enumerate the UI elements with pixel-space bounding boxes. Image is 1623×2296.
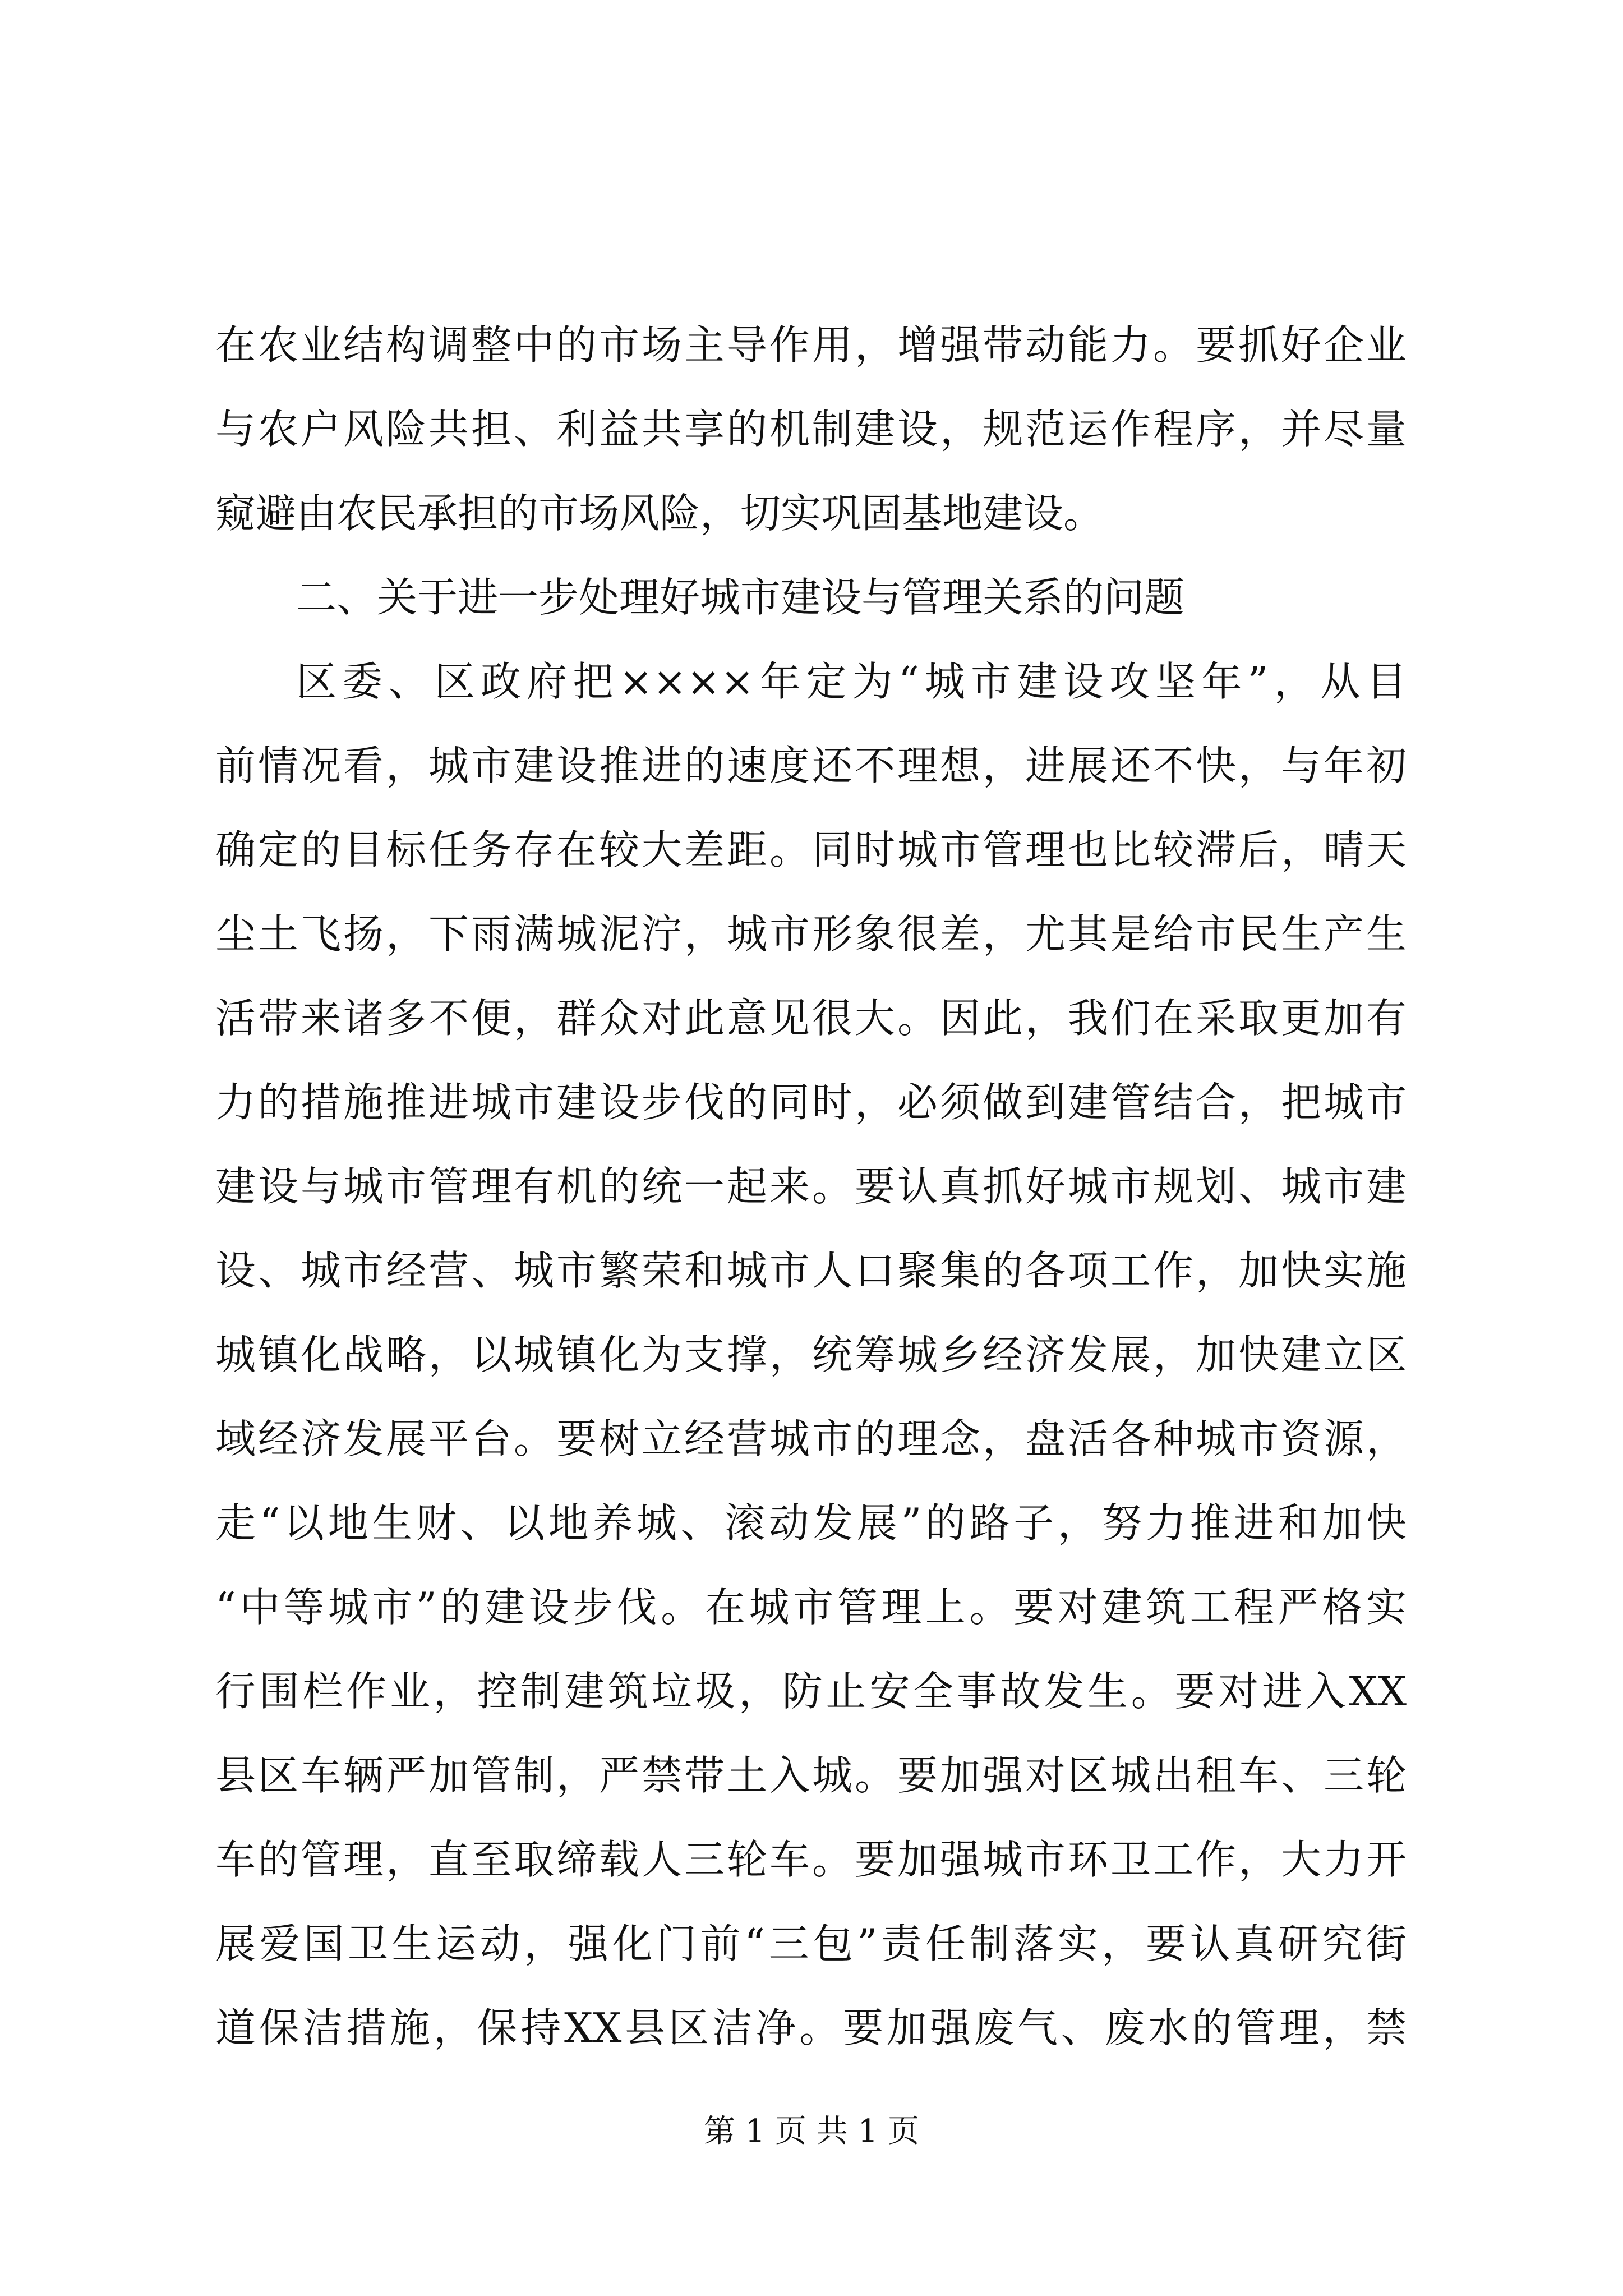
text-line: 建设与城市管理有机的统一起来。要认真抓好城市规划、城市建: [215, 1163, 1407, 1210]
text-line: 窥避由农民承担的市场风险，切实巩固基地建设。: [215, 490, 1104, 537]
text-line: 县区车辆严加管制，严禁带土入城。要加强对区城出租车、三轮: [215, 1752, 1407, 1799]
text-line: 力的措施推进城市建设步伐的同时，必须做到建管结合，把城市: [215, 1079, 1407, 1126]
text-line: 展爱国卫生运动，强化门前“三包”责任制落实，要认真研究街: [215, 1920, 1407, 1967]
text-line: 车的管理，直至取缔载人三轮车。要加强城市环卫工作，大力开: [215, 1836, 1407, 1883]
text-line: 前情况看，城市建设推进的速度还不理想，进展还不快，与年初: [215, 742, 1407, 789]
paragraph-first-line: 区委、区政府把××××年定为“城市建设攻坚年”，从目: [296, 658, 1407, 705]
document-body: [215, 303, 1407, 2070]
text-line: 在农业结构调整中的市场主导作用，增强带动能力。要抓好企业: [215, 321, 1407, 369]
page-footer: 第 1 页 共 1 页: [703, 2113, 920, 2150]
text-line: 确定的目标任务存在较大差距。同时城市管理也比较滞后，晴天: [215, 826, 1407, 873]
section-heading: 二、关于进一步处理好城市建设与管理关系的问题: [296, 574, 1185, 621]
text-line: 城镇化战略，以城镇化为支撑，统筹城乡经济发展，加快建立区: [215, 1331, 1407, 1378]
text-line: 尘土飞扬，下雨满城泥泞，城市形象很差，尤其是给市民生产生: [215, 910, 1407, 958]
text-line: 走“以地生财、以地养城、滚动发展”的路子，努力推进和加快: [215, 1499, 1407, 1547]
text-line: 域经济发展平台。要树立经营城市的理念，盘活各种城市资源，: [215, 1415, 1407, 1462]
text-line: “中等城市”的建设步伐。在城市管理上。要对建筑工程严格实: [215, 1584, 1407, 1631]
text-line: 活带来诸多不便，群众对此意见很大。因此，我们在采取更加有: [215, 995, 1407, 1042]
text-line: 行围栏作业，控制建筑垃圾，防止安全事故发生。要对进入XX: [215, 1668, 1407, 1715]
text-line: 设、城市经营、城市繁荣和城市人口聚集的各项工作，加快实施: [215, 1247, 1407, 1294]
text-line: 与农户风险共担、利益共享的机制建设，规范运作程序，并尽量: [215, 406, 1407, 453]
text-line: 道保洁措施，保持XX县区洁净。要加强废气、废水的管理，禁: [215, 2004, 1407, 2051]
